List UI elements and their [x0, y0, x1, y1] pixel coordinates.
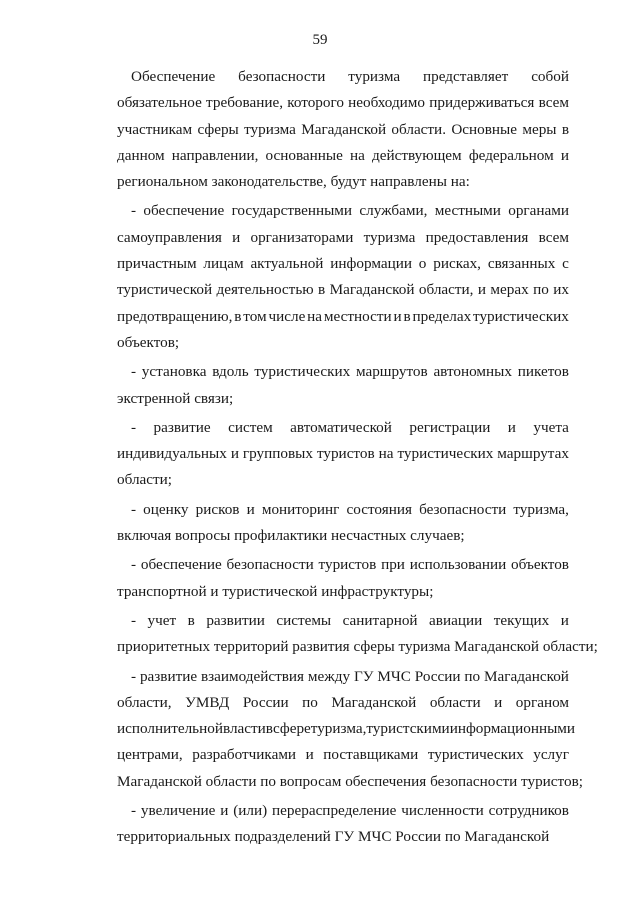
- word: всем: [538, 94, 569, 112]
- word: и: [494, 693, 503, 711]
- word: действующем: [372, 146, 462, 164]
- word: предотвращению,: [117, 307, 233, 325]
- word: туристскими: [366, 720, 450, 738]
- text-line: [117, 330, 569, 356]
- word: в: [561, 120, 569, 138]
- word: данном: [117, 146, 165, 164]
- word: связанных: [487, 255, 556, 273]
- paragraph: [117, 64, 569, 195]
- word: области,: [117, 693, 172, 711]
- word: представляет: [423, 68, 509, 85]
- text-line: [117, 523, 569, 549]
- text-line: [117, 769, 583, 795]
- word: туристических: [427, 746, 524, 764]
- word: ГУ: [334, 828, 355, 846]
- word: том: [243, 307, 267, 325]
- word: лицам: [203, 255, 244, 273]
- word: и: [232, 228, 241, 246]
- word: развитии: [206, 611, 265, 629]
- word: региональном законодательстве, будут направлены на:: [117, 173, 470, 191]
- word: увеличение: [140, 802, 216, 820]
- word: на: [378, 445, 394, 463]
- word: и: [305, 746, 314, 764]
- word: -: [131, 611, 137, 629]
- text-line: [117, 608, 569, 634]
- word: и: [560, 611, 569, 629]
- word: необходимо: [348, 94, 426, 112]
- text-line: [117, 415, 569, 441]
- word: пределах: [412, 307, 472, 325]
- text-line: [117, 277, 569, 303]
- word: установка: [141, 363, 207, 381]
- text-line: [117, 552, 569, 578]
- word: -: [131, 363, 137, 381]
- text-line: [117, 386, 569, 412]
- word: авиации: [429, 611, 483, 629]
- word: обеспечение: [140, 556, 222, 574]
- word: Магаданской: [464, 828, 550, 846]
- word: между: [307, 667, 351, 685]
- word: автономных: [433, 363, 512, 381]
- word: Основные: [451, 120, 518, 138]
- text-line: [117, 90, 569, 116]
- word: России: [414, 667, 461, 685]
- word: -: [131, 556, 137, 574]
- word: направлении,: [171, 146, 259, 164]
- word: безопасности: [419, 500, 507, 518]
- word: исполнительной: [117, 720, 223, 738]
- word: Магаданской: [484, 667, 569, 685]
- word: маршрутах: [497, 445, 569, 463]
- word: о: [418, 255, 427, 273]
- word: услуг: [533, 746, 569, 764]
- word: туристов: [316, 445, 375, 463]
- word: собой: [531, 68, 569, 85]
- paragraph: [117, 608, 598, 661]
- word: учет: [147, 611, 177, 629]
- word: разработчиками: [192, 746, 297, 764]
- word: состояния: [346, 500, 412, 518]
- word: учета: [533, 418, 569, 436]
- word: и: [246, 500, 255, 518]
- word: придерживаться: [429, 94, 535, 112]
- text-line: [117, 716, 576, 742]
- word: предоставления: [425, 228, 529, 246]
- word: местными: [434, 202, 501, 220]
- word: подразделений: [234, 828, 331, 846]
- word: Обеспечение: [131, 68, 216, 85]
- word: ГУ: [353, 667, 374, 685]
- word: объектов;: [117, 333, 180, 351]
- word: -: [131, 500, 137, 518]
- word: участникам: [117, 120, 193, 138]
- word: и: [560, 146, 569, 164]
- word: территориальных: [117, 828, 231, 846]
- word: в: [234, 307, 242, 325]
- word: требование,: [206, 94, 284, 112]
- text-line: [117, 198, 569, 224]
- word: перераспределение: [272, 802, 397, 820]
- word: числе: [268, 307, 306, 325]
- text-line: [117, 251, 569, 277]
- word: области;: [117, 471, 172, 489]
- word: автоматической: [290, 418, 392, 436]
- word: органами: [508, 202, 569, 220]
- word: актуальной: [250, 255, 324, 273]
- word: регистрации: [409, 418, 491, 436]
- text-line: [117, 467, 569, 493]
- text-line: [117, 359, 569, 385]
- word: -: [131, 667, 137, 685]
- word: на: [350, 146, 365, 164]
- word: сотрудников: [488, 802, 569, 820]
- word: и: [230, 445, 239, 463]
- word: транспортной и туристической инфраструктуры;: [117, 582, 434, 600]
- text-line: [117, 64, 569, 90]
- paragraph: [117, 664, 583, 795]
- word: взаимодействия: [200, 667, 305, 685]
- word: деятельностью: [216, 281, 314, 299]
- word: рисках,: [433, 255, 481, 273]
- word: включая вопросы профилактики несчастных случаев;: [117, 527, 465, 545]
- word: России: [395, 828, 442, 846]
- word: туристических: [254, 363, 351, 381]
- word: в: [318, 281, 326, 299]
- word: экстренной связи;: [117, 389, 234, 407]
- text-line: [117, 143, 569, 169]
- word: текущих: [493, 611, 550, 629]
- word: -: [131, 202, 137, 220]
- word: обеспечение: [143, 202, 225, 220]
- word: их: [553, 281, 569, 299]
- word: организаторами: [250, 228, 354, 246]
- word: поставщиками: [323, 746, 419, 764]
- word: оценку: [143, 500, 189, 518]
- word: местности: [323, 307, 392, 325]
- word: приоритетных территорий развития сферы туризма Магаданской области;: [117, 638, 598, 656]
- word: информации: [330, 255, 412, 273]
- word: безопасности: [238, 68, 326, 85]
- word: и: [393, 307, 402, 325]
- word: безопасности: [226, 556, 314, 574]
- word: развитие: [153, 418, 211, 436]
- word: маршрутов: [355, 363, 428, 381]
- word: которого: [287, 94, 344, 112]
- word: самоуправления: [117, 228, 222, 246]
- word: туризма: [348, 68, 401, 85]
- word: туристической: [117, 281, 213, 299]
- word: меры: [522, 120, 557, 138]
- word: области: [429, 693, 481, 711]
- text-line: [117, 742, 569, 768]
- word: туризма,: [310, 720, 367, 738]
- text-line: [117, 690, 569, 716]
- word: власти: [222, 720, 266, 738]
- word: групповых: [242, 445, 313, 463]
- paragraph: [117, 798, 569, 851]
- word: органом: [515, 693, 569, 711]
- word: по: [302, 693, 318, 711]
- text-line: [117, 824, 569, 850]
- word: на: [307, 307, 323, 325]
- text-line: [117, 225, 569, 251]
- word: туризма: [363, 228, 416, 246]
- word: Магаданской: [329, 281, 415, 299]
- text-line: [117, 117, 569, 143]
- word: -: [131, 418, 137, 436]
- word: использовании: [409, 556, 507, 574]
- word: при: [381, 556, 405, 574]
- word: федеральном: [468, 146, 554, 164]
- word: туризма: [244, 120, 296, 138]
- word: мерах: [490, 281, 529, 299]
- word: -: [131, 802, 137, 820]
- text-line: [117, 497, 569, 523]
- word: и: [220, 802, 229, 820]
- text-line: [117, 169, 569, 195]
- word: мониторинг: [261, 500, 340, 518]
- word: и: [507, 418, 516, 436]
- text-line: [117, 634, 598, 660]
- word: санитарной: [342, 611, 418, 629]
- word: (или): [233, 802, 268, 820]
- word: в: [265, 720, 273, 738]
- paragraph: [117, 359, 569, 412]
- word: Магаданской: [301, 120, 387, 138]
- word: основанные: [265, 146, 343, 164]
- word: индивидуальных: [117, 445, 227, 463]
- word: вдоль: [212, 363, 249, 381]
- paragraph: [117, 198, 569, 356]
- word: области,: [418, 281, 474, 299]
- word: пикетов: [517, 363, 569, 381]
- word: центрами,: [117, 746, 183, 764]
- word: численности: [401, 802, 484, 820]
- word: туристических: [473, 307, 569, 325]
- word: службами,: [359, 202, 428, 220]
- word: по: [444, 828, 461, 846]
- word: и: [477, 281, 486, 299]
- text-line: [117, 664, 569, 690]
- word: по: [533, 281, 549, 299]
- word: Магаданской: [331, 693, 417, 711]
- word: МЧС: [377, 667, 411, 685]
- text-line: [117, 798, 569, 824]
- word: по: [464, 667, 481, 685]
- word: причастным: [117, 255, 197, 273]
- text-line: [117, 441, 569, 467]
- word: систем: [228, 418, 273, 436]
- word: всем: [538, 228, 569, 246]
- word: государственными: [231, 202, 353, 220]
- word: области.: [391, 120, 446, 138]
- word: сферы: [197, 120, 239, 138]
- word: объектов: [511, 556, 569, 574]
- word: с: [562, 255, 569, 273]
- word: рисков: [195, 500, 240, 518]
- word: МЧС: [357, 828, 392, 846]
- page-number: 59: [312, 32, 328, 48]
- word: информационными: [449, 720, 576, 738]
- word: обязательное: [117, 94, 202, 112]
- paragraph: [117, 415, 569, 494]
- paragraph: [117, 497, 569, 550]
- word: России: [242, 693, 289, 711]
- text-line: [117, 579, 569, 605]
- word: в: [187, 611, 195, 629]
- word: туризма,: [513, 500, 569, 518]
- word: системы: [276, 611, 332, 629]
- text-line: [117, 304, 569, 330]
- word: УМВД: [185, 693, 230, 711]
- word: туристов: [318, 556, 377, 574]
- document-body: [117, 64, 598, 854]
- paragraph: [117, 552, 569, 605]
- word: Магаданской области по вопросам обеспечения безопасности туристов;: [117, 772, 583, 790]
- word: развитие: [139, 667, 198, 685]
- word: туристических: [397, 445, 494, 463]
- word: в: [403, 307, 411, 325]
- word: сфере: [272, 720, 311, 738]
